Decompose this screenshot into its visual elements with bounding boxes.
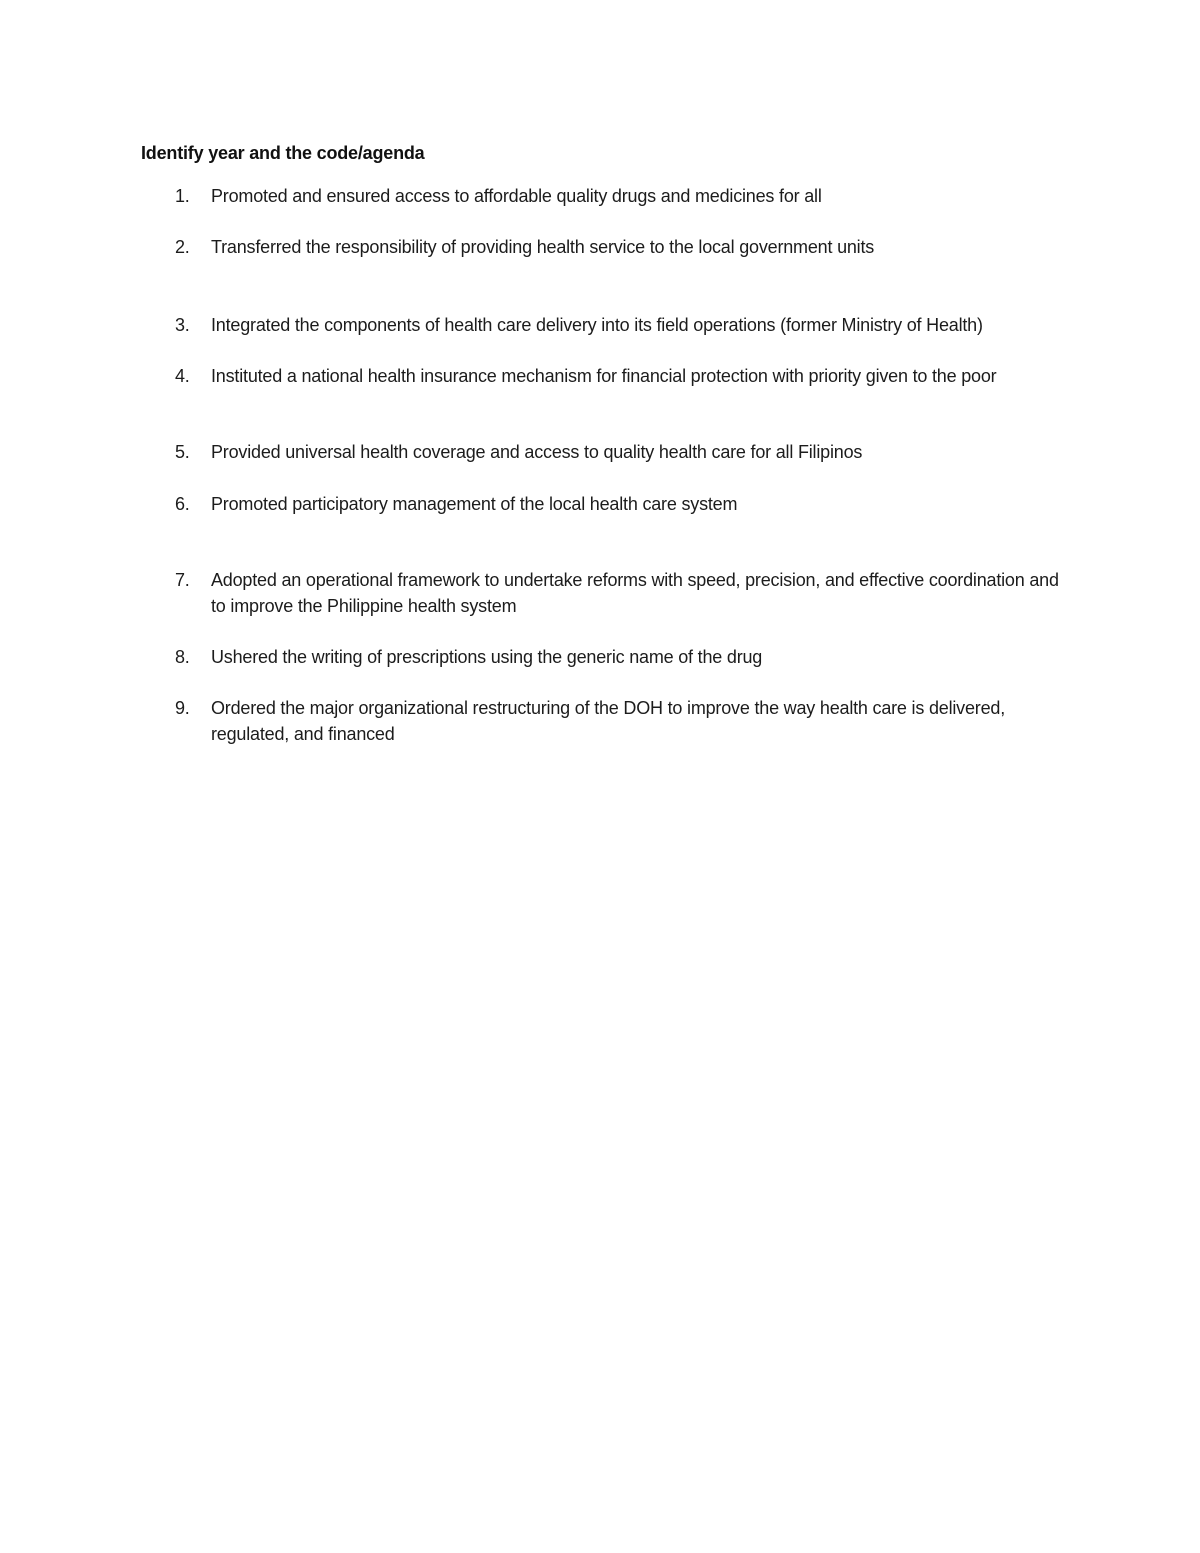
item-text: Transferred the responsibility of providing health service to the local government units <box>211 237 875 257</box>
item-text: Ordered the major organizational restructuring of the DOH to improve the way health care is delivered, regulated, and financed <box>211 698 1005 744</box>
item-number: 3. <box>175 315 190 335</box>
item-number: 6. <box>175 494 190 514</box>
item-text: Promoted and ensured access to affordable quality drugs and medicines for all <box>211 186 822 206</box>
item-text: Adopted an operational framework to undertake reforms with speed, precision, and effective coordination and to improve the Philippine health system <box>211 570 1059 616</box>
item-text: Provided universal health coverage and access to quality health care for all Filipinos <box>211 442 863 462</box>
item-text: Promoted participatory management of the local health care system <box>211 494 738 514</box>
item-number: 5. <box>175 442 190 462</box>
item-number: 9. <box>175 698 190 718</box>
item-number: 2. <box>175 237 190 257</box>
item-text: Ushered the writing of prescriptions using the generic name of the drug <box>211 647 763 667</box>
item-number: 1. <box>175 186 190 206</box>
page-heading: Identify year and the code/agenda <box>141 143 425 163</box>
item-text: Integrated the components of health care delivery into its field operations (former Ministry of Health) <box>211 315 983 335</box>
item-number: 4. <box>175 366 190 386</box>
item-number: 8. <box>175 647 190 667</box>
item-text: Instituted a national health insurance mechanism for financial protection with priority given to the poor <box>211 366 997 386</box>
item-number: 7. <box>175 570 190 590</box>
